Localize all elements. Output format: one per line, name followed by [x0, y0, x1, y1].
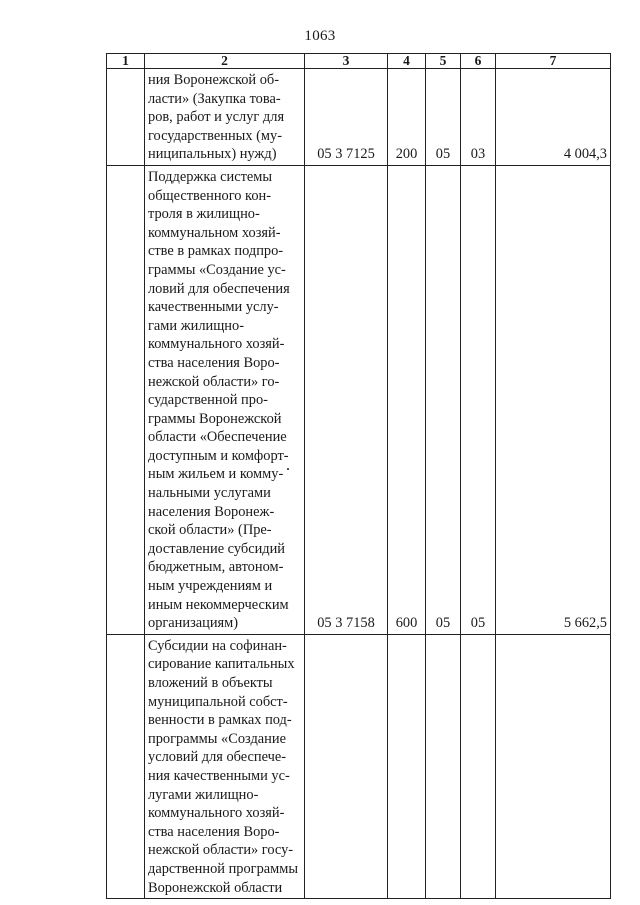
- scan-speck: [287, 468, 289, 470]
- col6-cell: 05: [461, 165, 496, 634]
- header-row: [107, 54, 611, 69]
- amount-cell: [496, 634, 611, 898]
- description-cell: ния Воронежской об- ласти» (Закупка това- ров, работ и услуг для государственных (му- ниципальных) нужд): [145, 69, 305, 166]
- col5-cell: 05: [426, 165, 461, 634]
- code-cell: 05 3 7158: [305, 165, 388, 634]
- col6-cell: 03: [461, 69, 496, 166]
- page-number: 1063: [304, 28, 336, 44]
- column-header-4: 4: [388, 54, 426, 69]
- col6-cell: [461, 634, 496, 898]
- table-row: [107, 165, 611, 634]
- col5-cell: 05: [426, 69, 461, 166]
- column-header-6: 6: [461, 54, 496, 69]
- index-cell: [107, 69, 145, 166]
- table-row: [107, 69, 611, 166]
- code-cell: [305, 634, 388, 898]
- amount-cell: 5 662,5: [496, 165, 611, 634]
- index-cell: [107, 165, 145, 634]
- budget-table: [106, 53, 611, 899]
- amount-cell: 4 004,3: [496, 69, 611, 166]
- table-row: [107, 634, 611, 898]
- col4-cell: 200: [388, 69, 426, 166]
- index-cell: [107, 634, 145, 898]
- col4-cell: [388, 634, 426, 898]
- col4-cell: 600: [388, 165, 426, 634]
- description-cell: Поддержка системы общественного кон- троля в жилищно- коммунальном хозяй- стве в рамках подпро- граммы «Создание ус- ловий для обеспечения качественными услу- гами жилищно- коммунального хозяй- ства населения Воро- нежской области» го- сударственной про- граммы Воронежской области «Обеспечение доступным и комфорт- ным жильем и комму- нальными услугами населения Воронеж- ской области» (Пре- доставление субсидий бюджетным, автоном- ным учреждениям и иным некоммерческим организациям): [145, 165, 305, 634]
- col5-cell: [426, 634, 461, 898]
- code-cell: 05 3 7125: [305, 69, 388, 166]
- description-cell: Субсидии на софинан- сирование капитальных вложений в объекты муниципальной собст- венности в рамках под- программы «Создание условий для обеспече- ния качественными ус- лугами жилищно- коммунального хозяй- ства населения Воро- нежской области» госу- дарственной программы Воронежской области: [145, 634, 305, 898]
- column-header-5: 5: [426, 54, 461, 69]
- column-header-2: 2: [145, 54, 305, 69]
- column-header-7: 7: [496, 54, 611, 69]
- column-header-3: 3: [305, 54, 388, 69]
- column-header-1: 1: [107, 54, 145, 69]
